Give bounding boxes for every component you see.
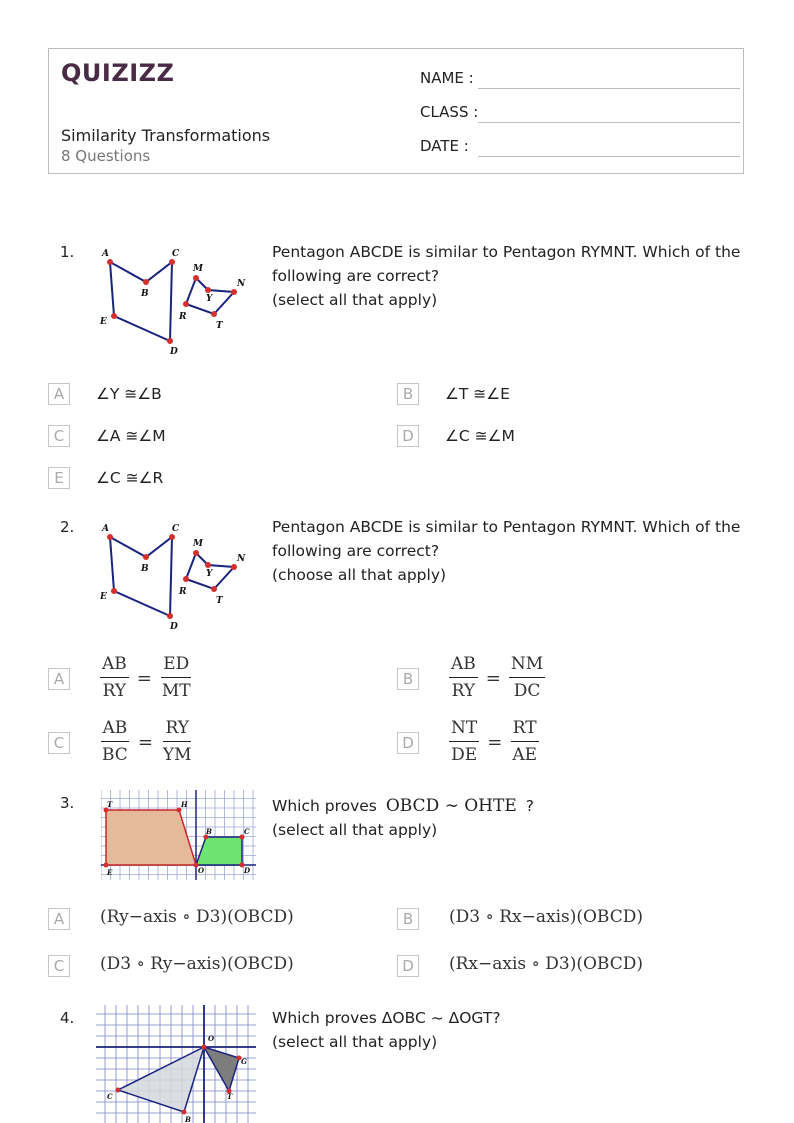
question-number: 4.	[60, 1009, 75, 1027]
option-b-label: ∠T ≅∠E	[445, 385, 510, 403]
svg-text:D: D	[170, 347, 178, 357]
option-c-box[interactable]: C	[48, 425, 70, 447]
svg-text:G: G	[241, 1057, 247, 1066]
option-e-label: ∠C ≅∠R	[96, 469, 164, 487]
svg-text:M: M	[193, 264, 203, 274]
worksheet-header	[48, 48, 744, 174]
svg-text:A: A	[102, 524, 109, 534]
date-label: DATE :	[420, 137, 469, 155]
worksheet-title: Similarity Transformations	[61, 126, 271, 145]
svg-text:T: T	[216, 596, 223, 606]
svg-text:E: E	[100, 317, 107, 327]
svg-text:O: O	[208, 1034, 215, 1043]
svg-text:A: A	[102, 249, 109, 259]
option-b-box[interactable]: B	[397, 668, 419, 690]
svg-text:Y: Y	[206, 294, 213, 304]
svg-text:T: T	[107, 800, 113, 809]
svg-text:E: E	[100, 592, 107, 602]
option-b-box[interactable]: B	[397, 908, 419, 930]
svg-text:B: B	[141, 564, 149, 574]
svg-text:T: T	[216, 321, 223, 331]
quizizz-logo: QUIZIZZ	[61, 59, 175, 87]
option-c-label: ∠A ≅∠M	[96, 427, 166, 445]
svg-text:B: B	[206, 827, 212, 836]
svg-text:D: D	[170, 622, 178, 632]
svg-text:O: O	[198, 866, 205, 875]
svg-text:H: H	[181, 800, 188, 809]
option-d-label: ∠C ≅∠M	[445, 427, 515, 445]
date-field[interactable]	[420, 137, 740, 155]
option-d-box[interactable]: D	[397, 425, 419, 447]
option-b-equation: $\frac{AB}{RY}$ = $\frac{NM}{DC}$	[451, 654, 544, 701]
svg-text:R: R	[179, 312, 187, 322]
option-a-label: ∠Y ≅∠B	[96, 385, 162, 403]
question-text: Pentagon ABCDE is similar to Pentagon RYMNT. Which of the following are correct? (choose all that apply)	[272, 518, 741, 584]
svg-text:Y: Y	[206, 569, 213, 579]
svg-text:C: C	[107, 1092, 113, 1101]
option-a-equation: $\frac{AB}{RY}$ = $\frac{ED}{MT}$	[102, 654, 191, 701]
option-d-box[interactable]: D	[397, 955, 419, 977]
option-c-box[interactable]: C	[48, 955, 70, 977]
similarity-statement: OBCD ∼ OHTE	[385, 796, 517, 816]
option-a-box[interactable]: A	[48, 383, 70, 405]
name-label: NAME :	[420, 69, 474, 87]
svg-text:C: C	[172, 249, 180, 259]
option-a-label: (Ry−axis ∘ D3)(OBCD)	[100, 907, 294, 927]
option-d-box[interactable]: D	[397, 732, 419, 754]
svg-text:C: C	[244, 827, 250, 836]
svg-text:B: B	[185, 1115, 191, 1123]
pentagon-figure	[96, 519, 252, 634]
svg-text:T: T	[227, 1092, 233, 1101]
svg-text:D: D	[244, 866, 251, 875]
pentagon-figure	[96, 244, 252, 359]
question-count: 8 Questions	[61, 147, 151, 165]
option-d-equation: $\frac{NT}{DE}$ = $\frac{RT}{AE}$	[451, 718, 537, 765]
svg-text:N: N	[237, 279, 246, 289]
option-c-label: (D3 ∘ Ry−axis)(OBCD)	[100, 954, 294, 974]
option-c-equation: $\frac{AB}{BC}$ = $\frac{RY}{YM}$	[102, 718, 192, 765]
svg-text:M: M	[193, 539, 203, 549]
svg-text:N: N	[237, 554, 246, 564]
class-field[interactable]	[420, 103, 740, 121]
question-text: Pentagon ABCDE is similar to Pentagon RYMNT. Which of the following are correct? (select all that apply)	[272, 243, 741, 309]
question-number: 2.	[60, 518, 75, 536]
question-text: Which proves OBCD ∼ OHTE ? (select all that apply)	[272, 796, 534, 839]
option-b-label: (D3 ∘ Rx−axis)(OBCD)	[449, 907, 644, 927]
name-field[interactable]	[420, 69, 740, 87]
svg-text:R: R	[179, 587, 187, 597]
option-d-label: (Rx−axis ∘ D3)(OBCD)	[449, 954, 644, 974]
question-text: Which proves ΔOBC ~ ΔOGT? (select all that apply)	[272, 1009, 501, 1051]
coordinate-grid-figure	[96, 1005, 256, 1123]
question-number: 3.	[60, 794, 75, 812]
svg-text:C: C	[172, 524, 180, 534]
option-e-box[interactable]: E	[48, 467, 70, 489]
option-b-box[interactable]: B	[397, 383, 419, 405]
class-label: CLASS :	[420, 103, 479, 121]
coordinate-grid-figure	[101, 790, 256, 880]
option-a-box[interactable]: A	[48, 908, 70, 930]
option-c-box[interactable]: C	[48, 732, 70, 754]
option-a-box[interactable]: A	[48, 668, 70, 690]
svg-text:B: B	[141, 289, 149, 299]
svg-text:E: E	[107, 868, 113, 877]
question-number: 1.	[60, 243, 75, 261]
